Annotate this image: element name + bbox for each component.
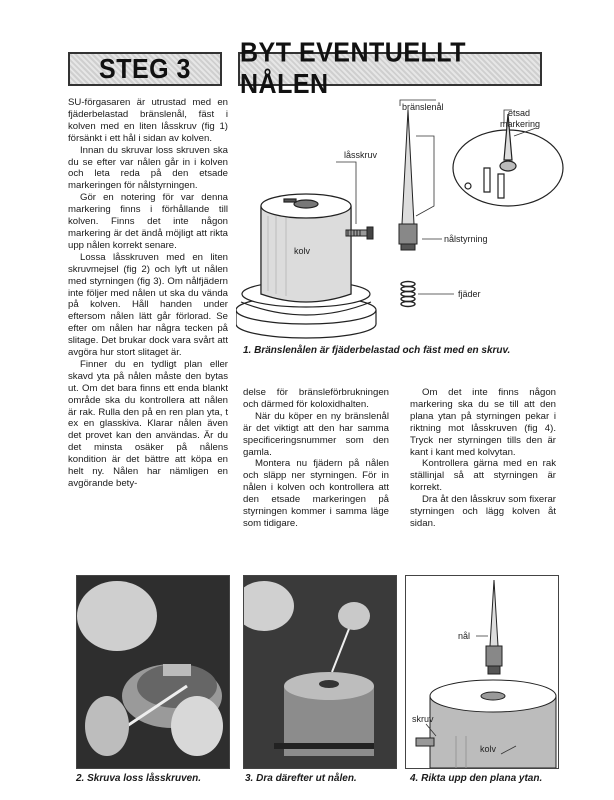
text-column-2 [243,387,389,530]
text-column-3 [410,387,556,530]
paragraph: Om det inte finns någon markering ska du se till att den plana ytan på styrningen pekar i riktning mot låsskruven (fig 4). Tryck ner styrningen tills den är kant i kant med kolvytan. [410,387,556,458]
text-column-1 [68,97,228,490]
paragraph: Kontrollera gärna med en rak ställinjal så att styrningen är korrekt. [410,458,556,494]
figure-2-photo [76,575,230,769]
label-screw: skruv [412,714,434,724]
figure-2-caption: 2. Skruva loss låsskruven. [76,773,202,784]
label-lock-screw: låsskruv [344,150,378,160]
label-needle: nål [458,631,471,641]
paragraph: Innan du skruvar loss skruven ska du se efter var nålen går in i kolven och leta reda på den etsade markeringen för nålstyrningen. [68,144,228,192]
label-needle: bränslenål [402,102,444,112]
paragraph: När du köper en ny bränslenål är det viktigt att den har samma specificeringsnummer som den gamla. [243,410,389,458]
paragraph: Finner du en tydligt plan eller skavd yta på nålen måste den bytas ut. Om det bara finns ett enda blankt område ska du kontrollera att nålen är rak. Rulla den på en ren plan yta, t ex en glasskiva. Klarar nålen även det provet kan den användas. Är du det minsta osäker på nålens kondition är det bättre att köpa en helt ny. Nålen har nämligen en avgörande bety- [68,358,228,489]
label-piston: kolv [480,744,497,754]
step-banner [68,52,222,86]
page-title: BYT EVENTUELLT NÅLEN [240,37,466,100]
figure-1-caption: 1. Bränslenålen är fjäderbelastad och fäst med en skruv. [243,345,511,356]
figure-4-caption: 4. Rikta upp den plana ytan. [410,773,543,784]
title-banner [238,37,542,100]
label-needle-guide: nålstyrning [444,234,488,244]
paragraph: Lossa låsskruven med en liten skruvmejsel (fig 2) och lyft ut nålen med styrningen (fig 3). Om nålfjädern inte följer med nålen ut ska du vända på kolven. Håll handen under eftersom nålen lätt går förlorad. Se efter om nålen har några tecken på slitage. Det brukar dock vara svårt att avgöra hur stort slitaget är. [68,251,228,359]
paragraph: Gör en notering för var denna markering finns i förhållande till kolven. Finns det inte någon markering är det ändå möjligt att rikta upp nålen korrekt senare. [68,192,228,251]
figure-1-diagram [236,96,568,344]
figure-4-diagram [405,575,559,769]
label-piston: kolv [294,246,311,256]
label-etched: etsad [508,108,531,118]
figure-3-caption: 3. Dra därefter ut nålen. [245,773,357,784]
paragraph: Montera nu fjädern på nålen och släpp ner styrningen. För in nålen i kolven och kontrollera att den etsade markeringen på styrningen kommer i samma läge som tidigare. [243,458,389,529]
figure-3-photo [243,575,397,769]
needle-drawing [399,110,417,250]
label-spring: fjäder [458,289,481,299]
paragraph: delse för bränsleförbrukningen och därmed för koloxidhalten. [243,387,389,410]
label-marking: markering [500,119,541,129]
spring-drawing [401,282,415,307]
step-label: STEG 3 [99,53,191,84]
paragraph: Dra åt den låsskruv som fixerar styrningen och lägg kolven åt sidan. [410,494,556,529]
paragraph: SU-förgasaren är utrustad med en fjäderbelastad bränslenål, fäst i kolven med en liten låsskruv (fig 1) försänkt i ett hål i sidan av kolven. [68,97,228,144]
